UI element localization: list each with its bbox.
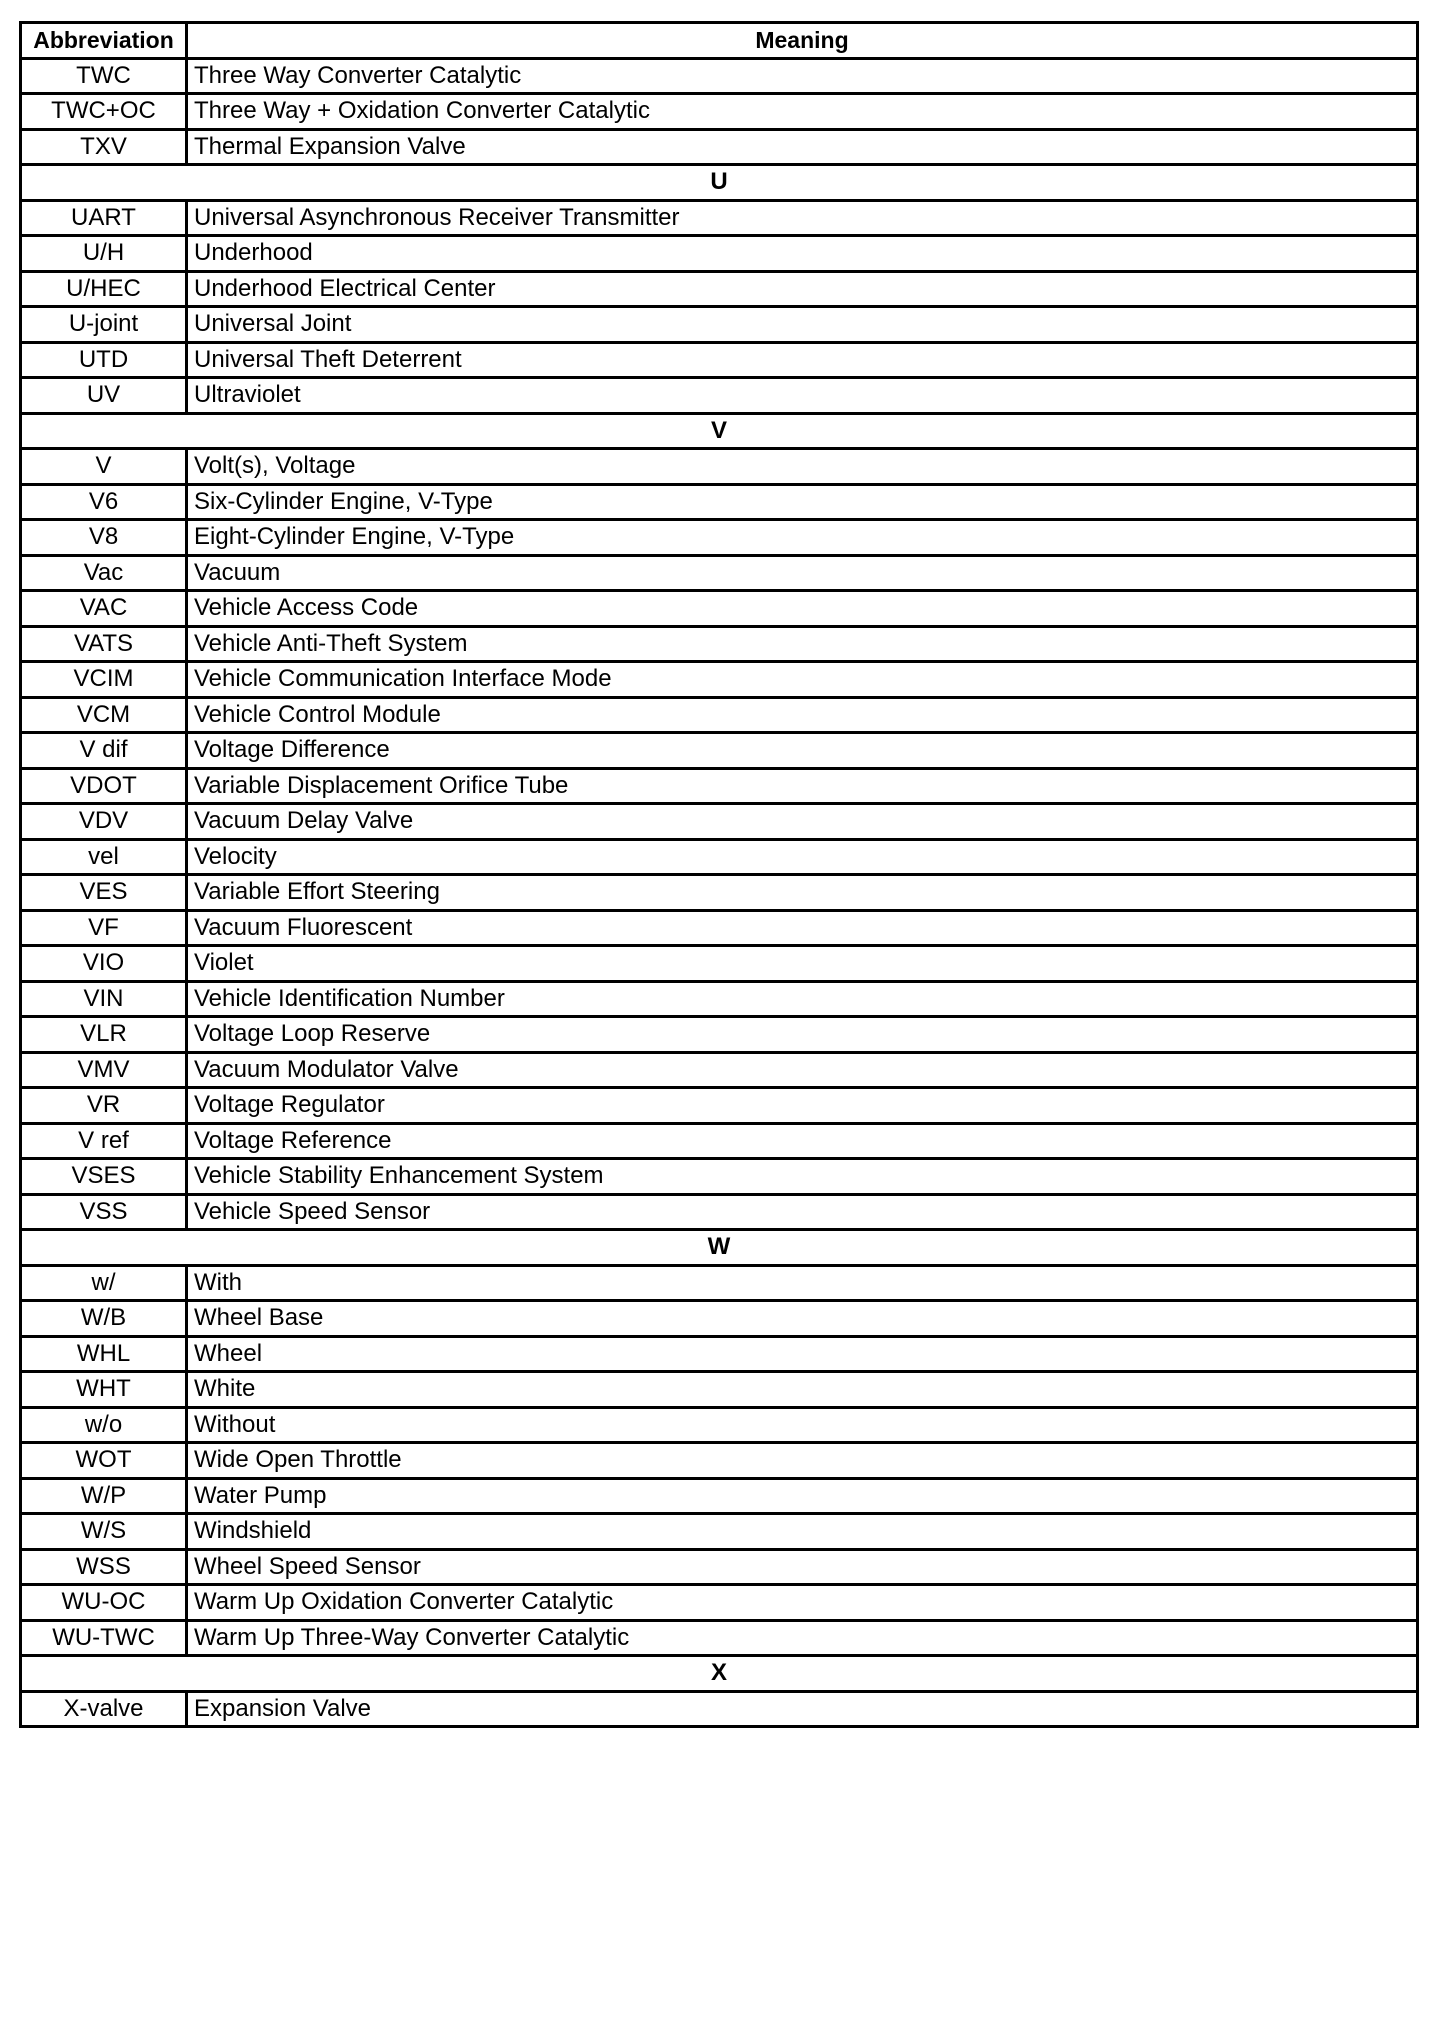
abbreviation-cell: VLR bbox=[21, 1017, 187, 1053]
table-row bbox=[21, 1336, 1418, 1372]
meaning-cell: Variable Displacement Orifice Tube bbox=[187, 768, 1418, 804]
meaning-cell: Universal Joint bbox=[187, 307, 1418, 343]
table-row bbox=[21, 626, 1418, 662]
meaning-cell: With bbox=[187, 1265, 1418, 1301]
abbreviation-cell: VSES bbox=[21, 1159, 187, 1195]
meaning-cell: Water Pump bbox=[187, 1478, 1418, 1514]
abbreviation-cell: U/HEC bbox=[21, 271, 187, 307]
meaning-cell: White bbox=[187, 1372, 1418, 1408]
table-row bbox=[21, 733, 1418, 769]
abbreviation-cell: X-valve bbox=[21, 1691, 187, 1727]
meaning-cell: Eight-Cylinder Engine, V-Type bbox=[187, 520, 1418, 556]
meaning-cell: Vehicle Communication Interface Mode bbox=[187, 662, 1418, 698]
header-row bbox=[21, 23, 1418, 59]
abbreviation-cell: WU-TWC bbox=[21, 1620, 187, 1656]
abbreviation-cell: w/ bbox=[21, 1265, 187, 1301]
abbreviation-cell: VCIM bbox=[21, 662, 187, 698]
table-row bbox=[21, 981, 1418, 1017]
abbreviation-cell: vel bbox=[21, 839, 187, 875]
table-row bbox=[21, 200, 1418, 236]
abbreviation-cell: WSS bbox=[21, 1549, 187, 1585]
table-row bbox=[21, 236, 1418, 272]
section-row bbox=[21, 413, 1418, 449]
table-row bbox=[21, 768, 1418, 804]
abbreviation-cell: V ref bbox=[21, 1123, 187, 1159]
abbreviation-cell: WOT bbox=[21, 1443, 187, 1479]
meaning-cell: Velocity bbox=[187, 839, 1418, 875]
section-letter: V bbox=[21, 413, 1418, 449]
meaning-cell: Underhood Electrical Center bbox=[187, 271, 1418, 307]
table-row bbox=[21, 1478, 1418, 1514]
abbreviation-cell: VR bbox=[21, 1088, 187, 1124]
abbreviation-cell: W/S bbox=[21, 1514, 187, 1550]
meaning-cell: Voltage Regulator bbox=[187, 1088, 1418, 1124]
table-row bbox=[21, 1017, 1418, 1053]
section-row bbox=[21, 1656, 1418, 1692]
abbreviation-cell: VSS bbox=[21, 1194, 187, 1230]
meaning-cell: Vacuum Fluorescent bbox=[187, 910, 1418, 946]
table-row bbox=[21, 555, 1418, 591]
table-row bbox=[21, 1265, 1418, 1301]
table-row bbox=[21, 1301, 1418, 1337]
table-row bbox=[21, 1585, 1418, 1621]
table-row bbox=[21, 484, 1418, 520]
table-row bbox=[21, 910, 1418, 946]
meaning-cell: Vehicle Control Module bbox=[187, 697, 1418, 733]
abbreviation-header: Abbreviation bbox=[21, 23, 187, 59]
meaning-cell: Universal Asynchronous Receiver Transmitter bbox=[187, 200, 1418, 236]
section-letter: U bbox=[21, 165, 1418, 201]
table-row bbox=[21, 1159, 1418, 1195]
meaning-cell: Vehicle Stability Enhancement System bbox=[187, 1159, 1418, 1195]
meaning-cell: Warm Up Three-Way Converter Catalytic bbox=[187, 1620, 1418, 1656]
meaning-cell: Underhood bbox=[187, 236, 1418, 272]
meaning-cell: Warm Up Oxidation Converter Catalytic bbox=[187, 1585, 1418, 1621]
meaning-cell: Without bbox=[187, 1407, 1418, 1443]
meaning-cell: Vehicle Speed Sensor bbox=[187, 1194, 1418, 1230]
abbreviation-cell: UV bbox=[21, 378, 187, 414]
section-letter: W bbox=[21, 1230, 1418, 1266]
meaning-cell: Thermal Expansion Valve bbox=[187, 129, 1418, 165]
meaning-cell: Six-Cylinder Engine, V-Type bbox=[187, 484, 1418, 520]
abbreviation-cell: WU-OC bbox=[21, 1585, 187, 1621]
table-row bbox=[21, 520, 1418, 556]
meaning-cell: Vehicle Anti-Theft System bbox=[187, 626, 1418, 662]
section-letter: X bbox=[21, 1656, 1418, 1692]
table-row bbox=[21, 271, 1418, 307]
table-row bbox=[21, 58, 1418, 94]
table-row bbox=[21, 1620, 1418, 1656]
table-row bbox=[21, 1691, 1418, 1727]
abbreviation-cell: TWC+OC bbox=[21, 94, 187, 130]
table-row bbox=[21, 1372, 1418, 1408]
table-row bbox=[21, 1549, 1418, 1585]
meaning-cell: Ultraviolet bbox=[187, 378, 1418, 414]
table-row bbox=[21, 839, 1418, 875]
table-row bbox=[21, 1407, 1418, 1443]
meaning-cell: Wheel Speed Sensor bbox=[187, 1549, 1418, 1585]
meaning-cell: Vacuum bbox=[187, 555, 1418, 591]
abbreviation-cell: VF bbox=[21, 910, 187, 946]
meaning-header: Meaning bbox=[187, 23, 1418, 59]
meaning-cell: Voltage Loop Reserve bbox=[187, 1017, 1418, 1053]
meaning-cell: Vacuum Modulator Valve bbox=[187, 1052, 1418, 1088]
table-row bbox=[21, 591, 1418, 627]
abbreviation-cell: VIO bbox=[21, 946, 187, 982]
table-row bbox=[21, 1514, 1418, 1550]
meaning-cell: Wide Open Throttle bbox=[187, 1443, 1418, 1479]
abbreviation-cell: W/B bbox=[21, 1301, 187, 1337]
abbreviation-cell: UART bbox=[21, 200, 187, 236]
abbreviation-cell: VDV bbox=[21, 804, 187, 840]
abbreviation-cell: VES bbox=[21, 875, 187, 911]
table-row bbox=[21, 1194, 1418, 1230]
table-row bbox=[21, 307, 1418, 343]
meaning-cell: Vacuum Delay Valve bbox=[187, 804, 1418, 840]
abbreviation-cell: V bbox=[21, 449, 187, 485]
meaning-cell: Wheel Base bbox=[187, 1301, 1418, 1337]
abbreviation-cell: VAC bbox=[21, 591, 187, 627]
section-row bbox=[21, 1230, 1418, 1266]
abbreviation-cell: V dif bbox=[21, 733, 187, 769]
meaning-cell: Vehicle Identification Number bbox=[187, 981, 1418, 1017]
abbreviation-cell: VATS bbox=[21, 626, 187, 662]
table-body bbox=[21, 58, 1418, 1727]
abbreviation-cell: WHL bbox=[21, 1336, 187, 1372]
abbreviation-cell: VMV bbox=[21, 1052, 187, 1088]
abbreviation-cell: TWC bbox=[21, 58, 187, 94]
abbreviation-cell: U/H bbox=[21, 236, 187, 272]
table-row bbox=[21, 804, 1418, 840]
table-row bbox=[21, 875, 1418, 911]
abbreviation-cell: U-joint bbox=[21, 307, 187, 343]
meaning-cell: Expansion Valve bbox=[187, 1691, 1418, 1727]
table-row bbox=[21, 697, 1418, 733]
table-row bbox=[21, 449, 1418, 485]
abbreviation-cell: UTD bbox=[21, 342, 187, 378]
meaning-cell: Voltage Difference bbox=[187, 733, 1418, 769]
abbreviation-cell: VDOT bbox=[21, 768, 187, 804]
table-row bbox=[21, 662, 1418, 698]
table-row bbox=[21, 129, 1418, 165]
abbreviation-cell: VCM bbox=[21, 697, 187, 733]
abbreviation-cell: W/P bbox=[21, 1478, 187, 1514]
meaning-cell: Three Way Converter Catalytic bbox=[187, 58, 1418, 94]
meaning-cell: Voltage Reference bbox=[187, 1123, 1418, 1159]
meaning-cell: Variable Effort Steering bbox=[187, 875, 1418, 911]
abbreviation-cell: V6 bbox=[21, 484, 187, 520]
meaning-cell: Vehicle Access Code bbox=[187, 591, 1418, 627]
meaning-cell: Wheel bbox=[187, 1336, 1418, 1372]
abbreviation-cell: V8 bbox=[21, 520, 187, 556]
meaning-cell: Windshield bbox=[187, 1514, 1418, 1550]
table-row bbox=[21, 1443, 1418, 1479]
section-row bbox=[21, 165, 1418, 201]
table-row bbox=[21, 1088, 1418, 1124]
meaning-cell: Universal Theft Deterrent bbox=[187, 342, 1418, 378]
table-row bbox=[21, 342, 1418, 378]
abbreviation-cell: TXV bbox=[21, 129, 187, 165]
meaning-cell: Three Way + Oxidation Converter Catalytic bbox=[187, 94, 1418, 130]
abbreviation-cell: w/o bbox=[21, 1407, 187, 1443]
abbreviation-cell: Vac bbox=[21, 555, 187, 591]
table-row bbox=[21, 1123, 1418, 1159]
abbreviation-cell: WHT bbox=[21, 1372, 187, 1408]
table-row bbox=[21, 1052, 1418, 1088]
table-row bbox=[21, 946, 1418, 982]
table-row bbox=[21, 378, 1418, 414]
meaning-cell: Violet bbox=[187, 946, 1418, 982]
abbreviation-cell: VIN bbox=[21, 981, 187, 1017]
abbreviation-table bbox=[19, 21, 1419, 1728]
meaning-cell: Volt(s), Voltage bbox=[187, 449, 1418, 485]
table-row bbox=[21, 94, 1418, 130]
